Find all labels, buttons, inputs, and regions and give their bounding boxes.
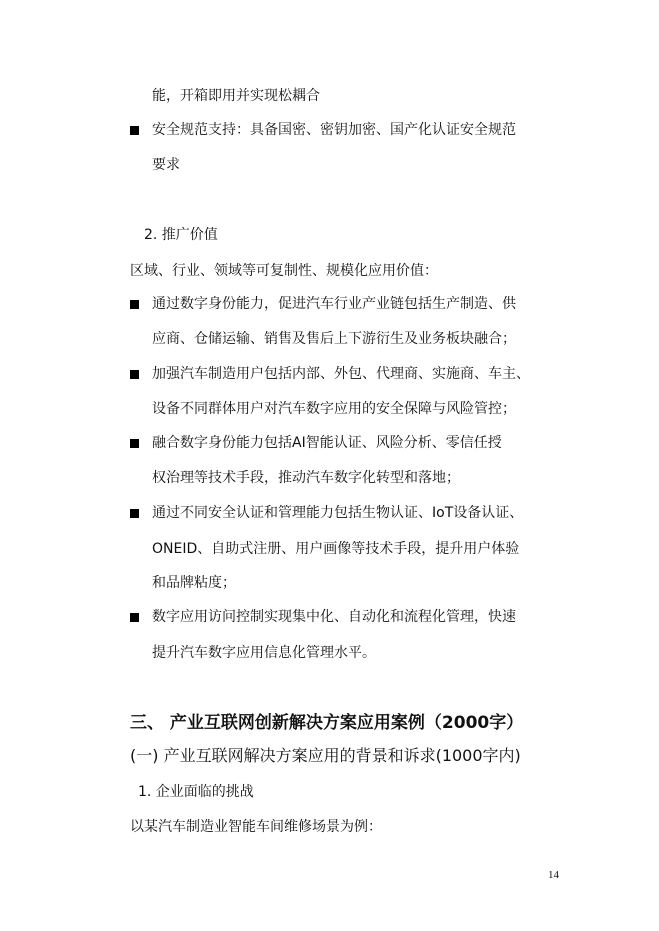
bullet-text-line: 融合数字身份能力包括AI智能认证、风险分析、零信任授 xyxy=(152,435,502,451)
subsection-heading: (一) 产业互联网解决方案应用的背景和诉求(1000字内) xyxy=(130,746,521,765)
page-number: 14 xyxy=(548,869,559,881)
text-line: ONEID、自助式注册、用户画像等技术手段，提升用户体验 xyxy=(152,541,520,557)
text-line: 和品牌粘度； xyxy=(152,575,236,591)
bullet-square-icon xyxy=(130,509,139,518)
text-line: 能，开箱即用并实现松耦合 xyxy=(152,88,320,104)
bullet-text-line: 通过不同安全认证和管理能力包括生物认证、IoT设备认证、 xyxy=(152,505,524,521)
text-line: 设备不同群体用户对汽车数字应用的安全保障与风险管控； xyxy=(152,401,516,417)
text-line: 应商、仓储运输、销售及售后上下游衍生及业务板块融合； xyxy=(152,331,516,347)
subheading-promotion-value: 2. 推广价值 xyxy=(144,227,218,243)
text-line: 要求 xyxy=(152,157,180,173)
section-heading: 三、 产业互联网创新解决方案应用案例（2000字） xyxy=(130,713,524,733)
text-line: 权治理等技术手段，推动汽车数字化转型和落地； xyxy=(152,470,460,486)
text-line: 提升汽车数字应用信息化管理水平。 xyxy=(152,645,376,661)
bullet-square-icon xyxy=(130,300,139,309)
bullet-square-icon xyxy=(130,370,139,379)
bullet-text-line: 安全规范支持：具备国密、密钥加密、国产化认证安全规范 xyxy=(152,122,516,138)
bullet-text-line: 加强汽车制造用户包括内部、外包、代理商、实施商、车主、 xyxy=(152,366,530,382)
paragraph-intro: 以某汽车制造业智能车间维修场景为例： xyxy=(130,819,382,835)
bullet-text-line: 通过数字身份能力，促进汽车行业产业链包括生产制造、供 xyxy=(152,296,516,312)
bullet-square-icon xyxy=(130,439,139,448)
bullet-text-line: 数字应用访问控制实现集中化、自动化和流程化管理，快速 xyxy=(152,609,516,625)
item-heading: 1. 企业面临的挑战 xyxy=(138,784,254,800)
bullet-square-icon xyxy=(130,126,139,135)
text-line: 区域、行业、领域等可复制性、规模化应用价值： xyxy=(130,263,438,279)
bullet-square-icon xyxy=(130,613,139,622)
